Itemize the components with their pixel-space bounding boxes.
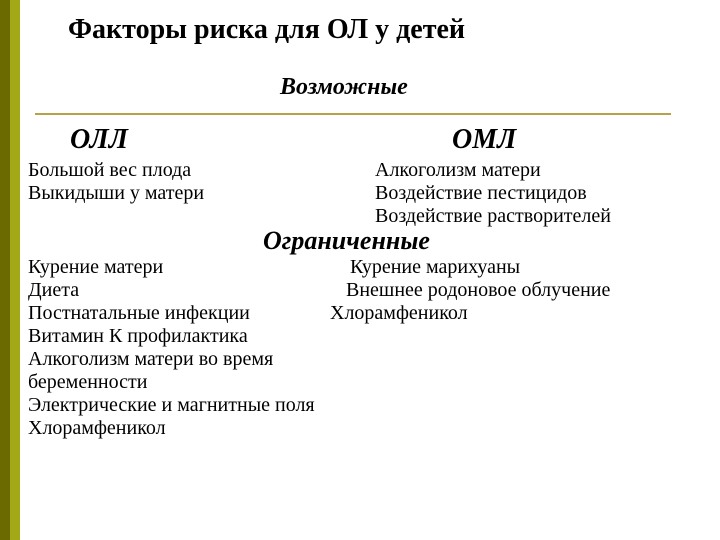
possible-all-item: Большой вес плода [28,159,192,181]
limited-all-item: Хлорамфеникол [28,417,166,439]
possible-heading: Возможные [280,74,408,100]
possible-aml-item: Воздействие пестицидов [375,182,587,204]
limited-aml-item: Внешнее родоновое облучение [346,279,611,301]
limited-aml-item: Хлорамфеникол [330,302,468,324]
limited-all-item: Алкоголизм матери во время [28,348,274,370]
limited-all-item: Диета [28,279,80,301]
limited-aml-item: Курение марихуаны [350,256,521,278]
limited-all-item: беременности [28,371,148,393]
aml-column-label: ОМЛ [452,124,517,155]
divider-line [35,113,671,115]
possible-aml-item: Алкоголизм матери [375,159,541,181]
sidebar-stripe-dark [0,0,10,540]
slide-title: Факторы риска для ОЛ у детей [68,14,466,45]
sidebar-stripe-light [10,0,20,540]
possible-all-item: Выкидыши у матери [28,182,205,204]
possible-aml-item: Воздействие растворителей [375,205,611,227]
limited-all-item: Курение матери [28,256,164,278]
limited-all-item: Витамин К профилактика [28,325,248,347]
limited-heading: Ограниченные [263,226,430,255]
limited-all-item: Электрические и магнитные поля [28,394,315,416]
limited-all-item: Постнатальные инфекции [28,302,250,324]
all-column-label: ОЛЛ [70,124,128,155]
